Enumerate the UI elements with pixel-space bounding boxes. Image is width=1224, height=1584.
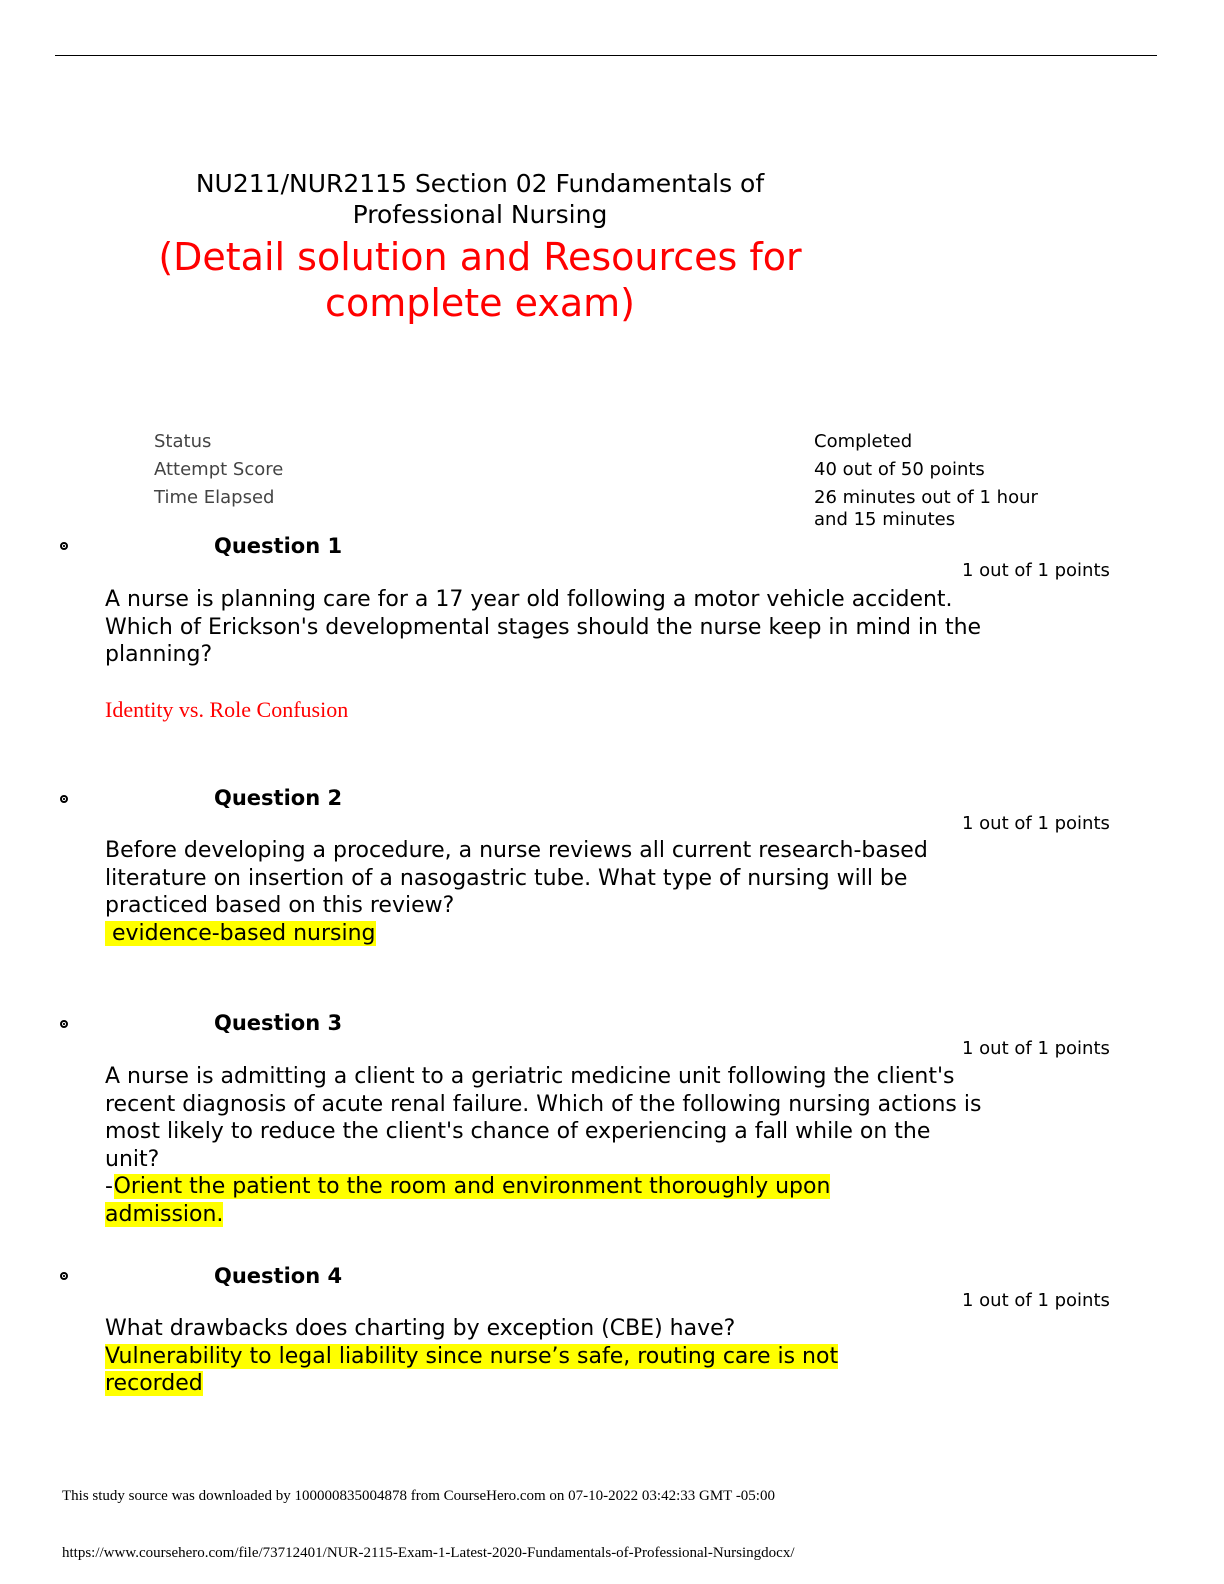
download-note: This study source was downloaded by 100000835004878 from CourseHero.com on 07-10-2022 03:42:33 GMT -05:00 (62, 1488, 775, 1504)
attempt-score-value: 40 out of 50 points (814, 459, 985, 480)
question-4-title: Question 4 (214, 1264, 343, 1288)
question-1-text: A nurse is planning care for a 17 year old following a motor vehicle accident. Which of Erickson's developmental stages should the nurse keep in mind in the planning? (105, 587, 982, 667)
question-4-text: What drawbacks does charting by exception (CBE) have? (105, 1316, 736, 1341)
top-rule (55, 55, 1157, 56)
title-block (130, 168, 830, 326)
question-4-block (105, 1315, 985, 1398)
question-2-text: Before developing a procedure, a nurse reviews all current research-based literature on insertion of a nasogastric tube. What type of nursing will be practiced based on this review? (105, 838, 928, 918)
attempt-score-label: Attempt Score (154, 459, 284, 480)
question-3-block (105, 1063, 985, 1228)
question-3-answer: Orient the patient to the room and environment thoroughly upon admission. (105, 1174, 831, 1227)
question-4-points: 1 out of 1 points (962, 1290, 1110, 1311)
question-1-answer: Identity vs. Role Confusion (105, 697, 349, 722)
question-2-title: Question 2 (214, 786, 343, 810)
question-3-bullet-icon (60, 1020, 68, 1028)
question-2-answer: evidence-based nursing (105, 920, 376, 946)
question-3-answer-prefix: - (105, 1174, 114, 1199)
time-elapsed-label: Time Elapsed (154, 487, 275, 508)
question-1-title: Question 1 (214, 534, 343, 558)
question-4-bullet-icon (60, 1272, 68, 1280)
question-2-block (105, 837, 985, 947)
question-2-points: 1 out of 1 points (962, 813, 1110, 834)
question-4-answer: Vulnerability to legal liability since nurse’s safe, routing care is not recorded (105, 1343, 839, 1396)
status-value: Completed (814, 431, 913, 452)
question-3-points: 1 out of 1 points (962, 1038, 1110, 1059)
question-3-title: Question 3 (214, 1011, 343, 1035)
time-elapsed-value: 26 minutes out of 1 hour and 15 minutes (814, 487, 1038, 530)
status-label: Status (154, 431, 212, 452)
source-url[interactable]: https://www.coursehero.com/file/73712401/NUR-2115-Exam-1-Latest-2020-Fundamentals-of-Professional-Nursingdocx/ (62, 1545, 795, 1561)
question-2-bullet-icon (60, 795, 68, 803)
question-1-bullet-icon (60, 542, 68, 550)
course-title: NU211/NUR2115 Section 02 Fundamentals of Professional Nursing (195, 169, 765, 229)
question-3-text: A nurse is admitting a client to a geriatric medicine unit following the client's recent diagnosis of acute renal failure. Which of the following nursing actions is most likely to reduce the client's chance of experiencing a fall while on the unit? (105, 1064, 982, 1172)
question-1-points: 1 out of 1 points (962, 560, 1110, 581)
red-title: (Detail solution and Resources for complete exam) (158, 235, 802, 325)
